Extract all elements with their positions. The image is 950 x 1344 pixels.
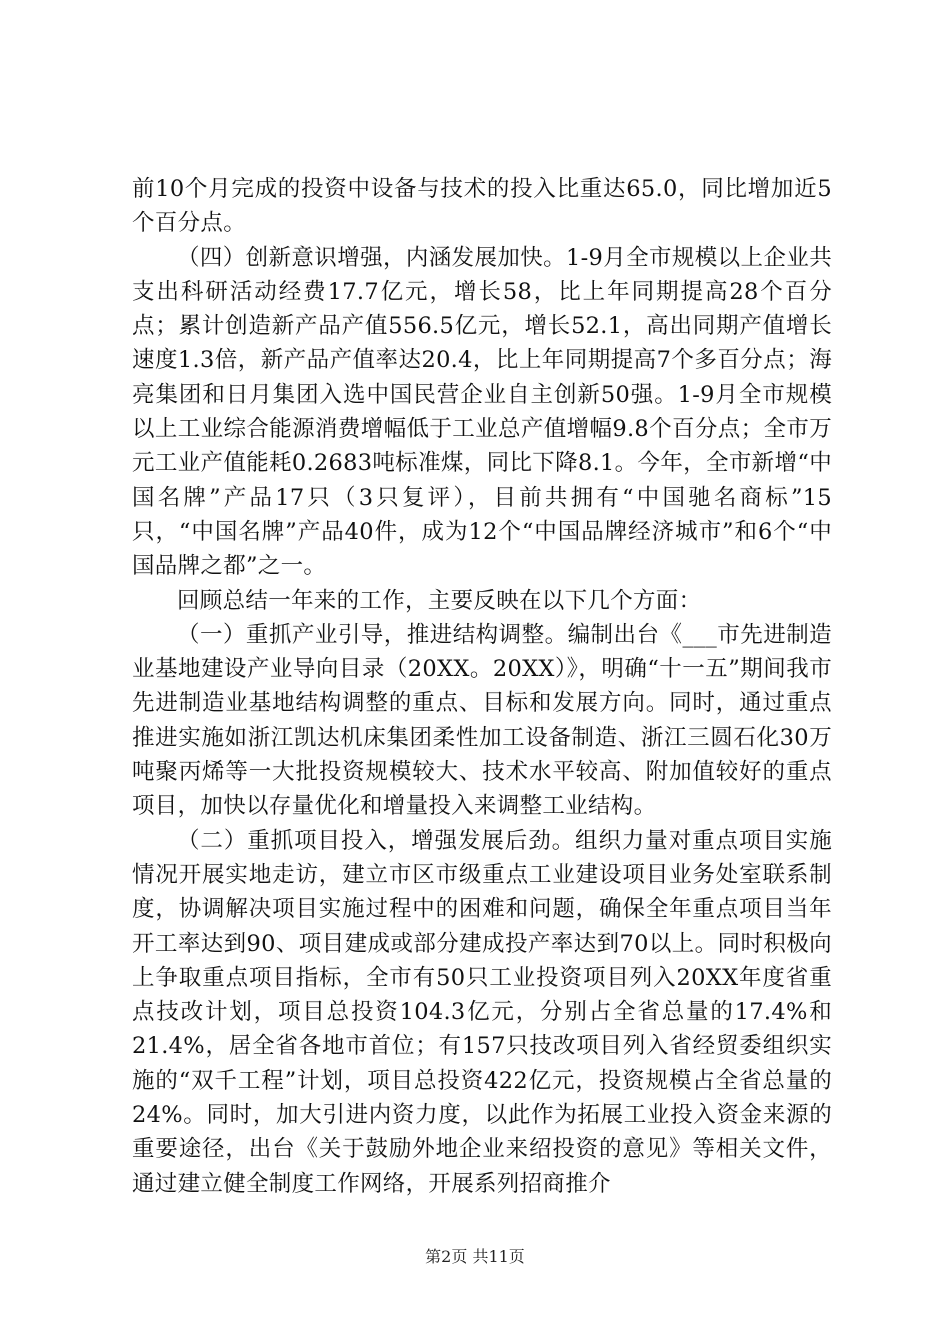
paragraph-innovation: （四）创新意识增强，内涵发展加快。1-9月全市规模以上企业共支出科研活动经费17.7亿元，增长58，比上年同期提高28个百分点；累计创造新产品产值556.5亿元，增长52.1，高出同期产值增长速度1.3倍，新产品产值率达20.4，比上年同期提高7个多百分点；海亮集团和日月集团入选中国民营企业自主创新50强。1-9月全市规模以上工业综合能源消费增幅低于工业总产值增幅9.8个百分点；全市万元工业产值能耗0.2683吨标准煤，同比下降8.1。今年，全市新增“中国名牌”产品17只（3只复评），目前共拥有“中国驰名商标”15只，“中国名牌”产品40件，成为12个“中国品牌经济城市”和6个“中国品牌之都”之一。 (132, 244, 832, 580)
paragraph-continuation: 前10个月完成的投资中设备与技术的投入比重达65.0，同比增加近5个百分点。 (132, 176, 832, 237)
document-body (132, 172, 832, 1201)
paragraph-review-intro: 回顾总结一年来的工作，主要反映在以下几个方面： (177, 587, 702, 614)
paragraph-project-investment: （二）重抓项目投入，增强发展后劲。组织力量对重点项目实施情况开展实地走访，建立市区市级重点工业建设项目业务处室联系制度，协调解决项目实施过程中的困难和问题，确保全年重点项目当年开工率达到90、项目建成或部分建成投产率达到70以上。同时积极向上争取重点项目指标，全市有50只工业投资项目列入20XX年度省重点技改计划，项目总投资104.3亿元，分别占全省总量的17.4%和21.4%，居全省各地市首位；有157只技改项目列入省经贸委组织实施的“双千工程”计划，项目总投资422亿元，投资规模占全省总量的24%。同时，加大引进内资力度，以此作为拓展工业投入资金来源的重要途径，出台《关于鼓励外地企业来绍投资的意见》等相关文件，通过建立健全制度工作网络，开展系列招商推介 (132, 827, 832, 1197)
page-number-footer: 第2页 共11页 (425, 1247, 525, 1266)
paragraph-industry-guidance: （一）重抓产业引导，推进结构调整。编制出台《___市先进制造业基地建设产业导向目录（20XX。20XX）》，明确“十一五”期间我市先进制造业基地结构调整的重点、目标和发展方向。同时，通过重点推进实施如浙江凯达机床集团柔性加工设备制造、浙江三圆石化30万吨聚丙烯等一大批投资规模较大、技术水平较高、附加值较好的重点项目，加快以存量优化和增量投入来调整工业结构。 (132, 621, 832, 820)
